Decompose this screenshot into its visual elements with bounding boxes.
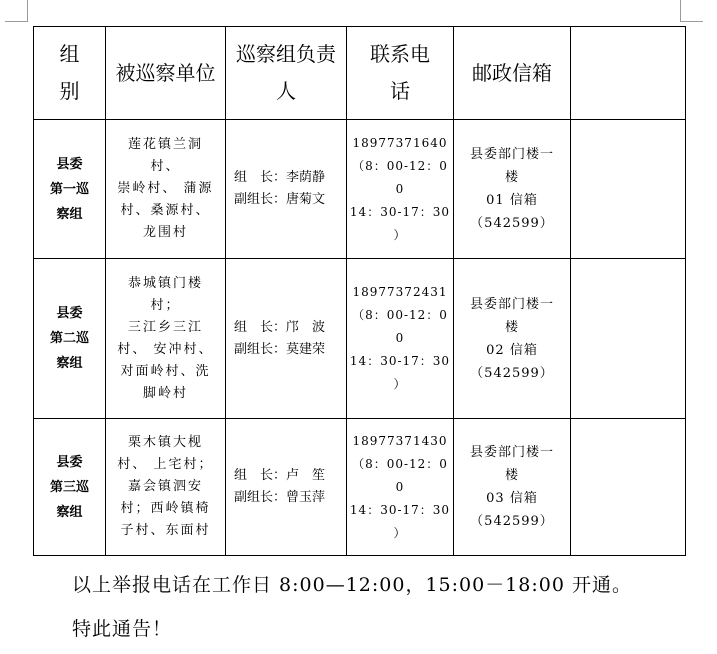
table-header-row	[34, 27, 686, 120]
unit-cell: 栗木镇大枧 村、 上宅村； 嘉会镇泗安 村；西岭镇椅 子村、东面村	[106, 419, 226, 556]
crop-mark-top-left-h	[5, 21, 27, 22]
crop-mark-top-right	[680, 0, 681, 22]
phone-cell: 18977371430 （8：00-12：0 0 14：30-17：30 ）	[347, 419, 454, 556]
crop-mark-top-left	[27, 0, 28, 22]
group-cell: 县委 第三巡 察组	[34, 419, 106, 556]
mailbox-cell: 县委部门楼一 楼 02 信箱 （542599）	[454, 259, 571, 419]
phone-cell: 18977371640 （8：00-12：0 0 14：30-17：30 ）	[347, 120, 454, 259]
header-group: 组 别	[34, 27, 106, 120]
inspection-table	[33, 26, 686, 556]
unit-cell: 恭城镇门楼 村； 三江乡三江 村、 安冲村、 对面岭村、洗 脚岭村	[106, 259, 226, 419]
extra-cell	[571, 419, 686, 556]
header-mailbox: 邮政信箱	[454, 27, 571, 120]
leader-cell: 组 长：邝 波 副组长：莫建荣	[226, 259, 347, 419]
header-unit: 被巡察单位	[106, 27, 226, 120]
leader-cell: 组 长：卢 笙 副组长：曾玉萍	[226, 419, 347, 556]
hours-notice: 以上举报电话在工作日 8:00—12:00，15:00－18:00 开通。	[72, 574, 633, 596]
mailbox-cell: 县委部门楼一 楼 03 信箱 （542599）	[454, 419, 571, 556]
group-cell: 县委 第二巡 察组	[34, 259, 106, 419]
closing-text: 特此通告！	[72, 618, 173, 640]
table-row	[34, 120, 686, 259]
leader-cell: 组 长：李荫静 副组长：唐菊文	[226, 120, 347, 259]
extra-cell	[571, 259, 686, 419]
header-phone: 联系电 话	[347, 27, 454, 120]
table-row	[34, 259, 686, 419]
phone-cell: 18977372431 （8：00-12：0 0 14：30-17：30 ）	[347, 259, 454, 419]
header-extra	[571, 27, 686, 120]
mailbox-cell: 县委部门楼一 楼 01 信箱 （542599）	[454, 120, 571, 259]
group-cell: 县委 第一巡 察组	[34, 120, 106, 259]
header-leader: 巡察组负责 人	[226, 27, 347, 120]
unit-cell: 莲花镇兰洞 村、 崇岭村、 蒲源 村、桑源村、 龙围村	[106, 120, 226, 259]
extra-cell	[571, 120, 686, 259]
table-row	[34, 419, 686, 556]
crop-mark-top-right-h	[681, 21, 703, 22]
